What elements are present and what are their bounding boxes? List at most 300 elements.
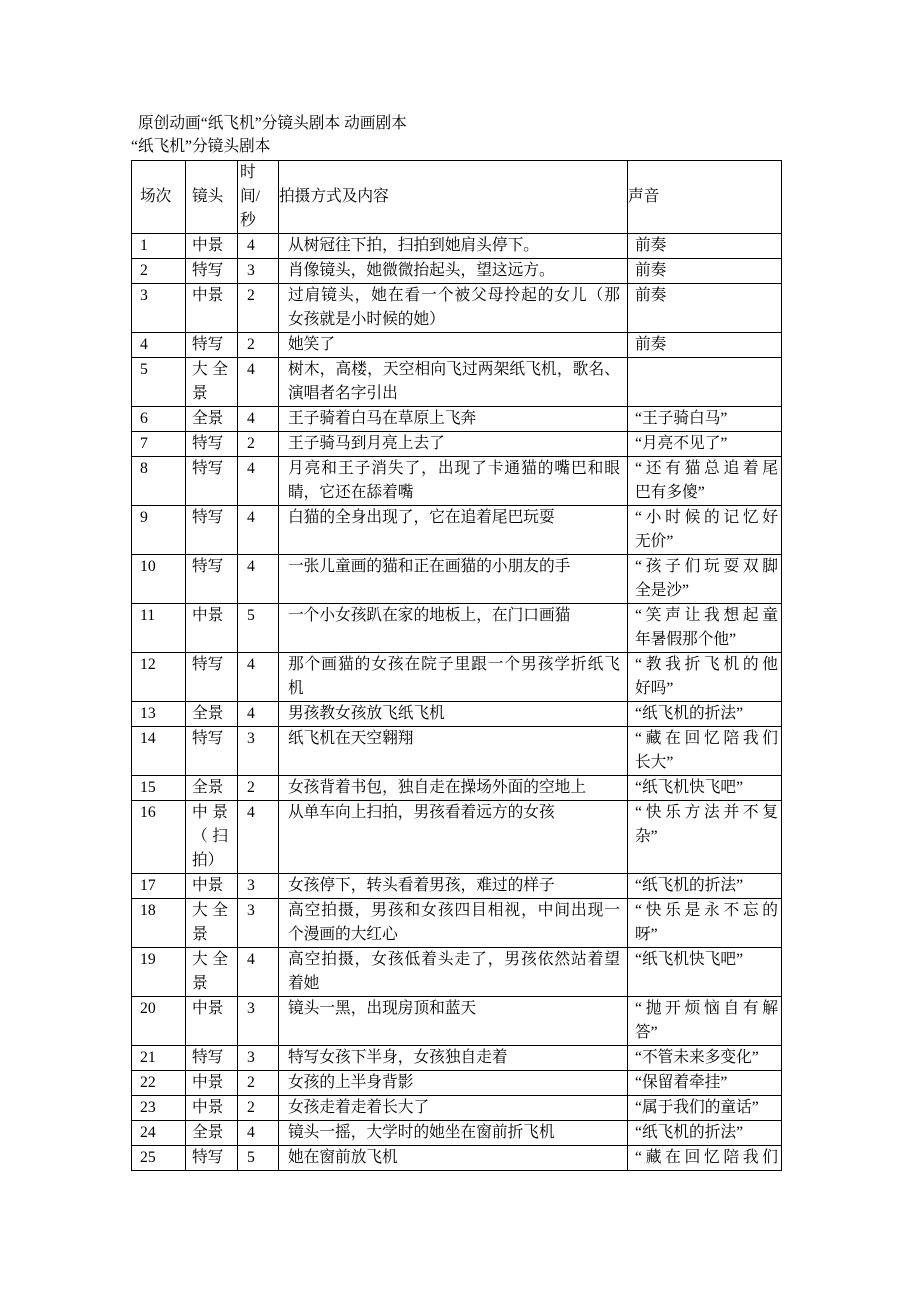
cell-line: 20 [140, 1000, 156, 1017]
cell-duration [238, 284, 279, 333]
cell-duration [238, 358, 279, 407]
cell-line: 4 [247, 804, 255, 821]
cell-line: 全景 [192, 779, 224, 796]
cell-line: 长大” [635, 754, 674, 771]
cell-shot [186, 457, 238, 506]
header-line: 镜头 [192, 188, 224, 205]
cell-line: 14 [140, 730, 156, 747]
cell-line: 中景 [192, 237, 224, 254]
cell-line: 女孩就是小时候的她） [288, 311, 445, 328]
cell-duration [238, 604, 279, 653]
cell-line: 2 [247, 779, 255, 796]
cell-line: “教我折飞机的他 [635, 656, 778, 673]
cell-line: 树木，高楼，天空相向飞过两架纸飞机，歌名、 [288, 361, 620, 378]
cell-scene [132, 948, 186, 997]
cell-line: 白猫的全身出现了，它在追着尾巴玩耍 [288, 509, 555, 526]
cell-sound [628, 234, 782, 259]
header-line: 时 [240, 164, 256, 181]
cell-duration [238, 457, 279, 506]
cell-duration [238, 1046, 279, 1071]
cell-line: 镜头一摇，大学时的她坐在窗前折飞机 [288, 1124, 555, 1141]
cell-line: “王子骑白马” [635, 410, 728, 427]
cell-line: “属于我们的童话” [635, 1099, 759, 1116]
cell-line: 演唱者名字引出 [288, 385, 398, 402]
cell-line: 4 [247, 656, 255, 673]
cell-line: 王子骑着白马在草原上飞奔 [288, 410, 477, 427]
cell-line: “纸飞机的折法” [635, 705, 744, 722]
cell-duration [238, 1071, 279, 1096]
cell-duration [238, 1121, 279, 1146]
cell-line: 中景 [192, 1099, 224, 1116]
header-line: 拍摄方式及内容 [279, 188, 389, 205]
cell-line: 11 [140, 607, 156, 624]
cell-sound [628, 333, 782, 358]
cell-line: “纸飞机的折法” [635, 1124, 744, 1141]
cell-shot [186, 506, 238, 555]
table-row [132, 234, 782, 259]
cell-sound [628, 432, 782, 457]
cell-scene [132, 407, 186, 432]
cell-line: 一张儿童画的猫和正在画猫的小朋友的手 [288, 558, 571, 575]
cell-content [279, 407, 628, 432]
cell-duration [238, 1096, 279, 1121]
cell-line: 睛，它还在舔着嘴 [288, 484, 414, 501]
cell-line: 9 [140, 509, 148, 526]
cell-line: 22 [140, 1074, 156, 1091]
cell-line: 从树冠往下拍，扫拍到她肩头停下。 [288, 237, 539, 254]
cell-line: 特写 [192, 656, 224, 673]
cell-sound [628, 284, 782, 333]
cell-shot [186, 997, 238, 1046]
cell-sound [628, 727, 782, 776]
cell-line: 4 [247, 361, 255, 378]
table-row [132, 727, 782, 776]
cell-line: 3 [140, 287, 148, 304]
cell-line: 18 [140, 902, 156, 919]
cell-scene [132, 234, 186, 259]
cell-content [279, 333, 628, 358]
cell-line: 大全 [192, 902, 228, 919]
cell-line: 5 [140, 361, 148, 378]
cell-line: 呀” [635, 926, 658, 943]
cell-duration [238, 506, 279, 555]
cell-line: 4 [247, 237, 255, 254]
cell-shot [186, 407, 238, 432]
cell-content [279, 358, 628, 407]
cell-shot [186, 1146, 238, 1171]
cell-content [279, 234, 628, 259]
cell-line: 2 [140, 262, 148, 279]
cell-line: 3 [247, 902, 255, 919]
cell-scene [132, 259, 186, 284]
cell-line: “孩子们玩耍双脚 [635, 558, 778, 575]
cell-line: “还有猫总追着尾 [635, 460, 778, 477]
table-row [132, 432, 782, 457]
cell-content [279, 604, 628, 653]
cell-duration [238, 653, 279, 702]
cell-line: 过肩镜头，她在看一个被父母拎起的女儿（那 [288, 287, 620, 304]
cell-scene [132, 1121, 186, 1146]
table-row [132, 776, 782, 801]
cell-line: 高空拍摄，女孩低着头走了，男孩依然站着望 [288, 951, 620, 968]
table-row [132, 407, 782, 432]
cell-shot [186, 555, 238, 604]
table-row [132, 284, 782, 333]
cell-duration [238, 776, 279, 801]
cell-duration [238, 801, 279, 874]
cell-scene [132, 997, 186, 1046]
cell-line: 从单车向上扫拍，男孩看着远方的女孩 [288, 804, 555, 821]
cell-shot [186, 1046, 238, 1071]
cell-line: 全景 [192, 1124, 224, 1141]
cell-line: 前奏 [635, 336, 667, 353]
cell-scene [132, 1146, 186, 1171]
cell-line: 4 [247, 558, 255, 575]
cell-shot [186, 333, 238, 358]
cell-line: 17 [140, 877, 156, 894]
cell-sound [628, 702, 782, 727]
cell-line: 16 [140, 804, 156, 821]
cell-duration [238, 333, 279, 358]
cell-scene [132, 1096, 186, 1121]
cell-line: 全是沙” [635, 582, 690, 599]
cell-line: 杂” [635, 828, 658, 845]
cell-line: 特写 [192, 336, 224, 353]
cell-scene [132, 555, 186, 604]
cell-line: 3 [247, 1000, 255, 1017]
doc-subtitle: “纸飞机”分镜头剧本 [131, 138, 271, 155]
cell-scene [132, 358, 186, 407]
cell-content [279, 1096, 628, 1121]
cell-content [279, 653, 628, 702]
cell-sound [628, 506, 782, 555]
cell-sound [628, 555, 782, 604]
cell-scene [132, 776, 186, 801]
cell-scene [132, 457, 186, 506]
table-header-row [132, 161, 782, 234]
cell-line: “纸飞机快飞吧” [635, 951, 744, 968]
table-row [132, 457, 782, 506]
cell-scene [132, 874, 186, 899]
cell-line: 3 [247, 730, 255, 747]
cell-shot [186, 604, 238, 653]
table-row [132, 1096, 782, 1121]
cell-scene [132, 727, 186, 776]
cell-shot [186, 358, 238, 407]
cell-sound [628, 1071, 782, 1096]
cell-line: 4 [140, 336, 148, 353]
cell-line: 23 [140, 1099, 156, 1116]
header-line: 秒 [240, 212, 256, 229]
cell-shot [186, 653, 238, 702]
cell-scene [132, 653, 186, 702]
cell-line: 7 [140, 435, 148, 452]
cell-sound [628, 653, 782, 702]
header-line: 场次 [140, 188, 172, 205]
header-content [279, 161, 628, 234]
cell-line: “藏在回忆陪我们 [635, 1149, 778, 1166]
cell-line: 21 [140, 1049, 156, 1066]
cell-line: 中景 [192, 1074, 224, 1091]
cell-line: 1 [140, 237, 148, 254]
cell-line: 无价” [635, 533, 674, 550]
table-row [132, 506, 782, 555]
cell-shot [186, 948, 238, 997]
cell-line: “笑声让我想起童 [635, 607, 778, 624]
cell-sound [628, 407, 782, 432]
cell-shot [186, 874, 238, 899]
cell-line: 年暑假那个他” [635, 631, 737, 648]
cell-line: 10 [140, 558, 156, 575]
cell-content [279, 997, 628, 1046]
header-scene [132, 161, 186, 234]
cell-content [279, 506, 628, 555]
table-row [132, 555, 782, 604]
cell-line: 13 [140, 705, 156, 722]
cell-content [279, 1121, 628, 1146]
cell-duration [238, 874, 279, 899]
cell-line: 着她 [288, 975, 320, 992]
header-shot [186, 161, 238, 234]
cell-line: 中景 [192, 804, 228, 821]
table-row [132, 899, 782, 948]
cell-line: 前奏 [635, 237, 667, 254]
cell-content [279, 899, 628, 948]
cell-duration [238, 407, 279, 432]
cell-content [279, 555, 628, 604]
cell-content [279, 1146, 628, 1171]
table-row [132, 801, 782, 874]
cell-line: 机 [288, 680, 304, 697]
cell-content [279, 457, 628, 506]
cell-line: “月亮不见了” [635, 435, 728, 452]
cell-line: 特写 [192, 435, 224, 452]
cell-line: “保留着牵挂” [635, 1074, 728, 1091]
cell-shot [186, 1121, 238, 1146]
cell-line: 拍） [192, 852, 224, 869]
cell-line: “快乐方法并不复 [635, 804, 778, 821]
cell-line: 中景 [192, 287, 224, 304]
cell-line: 女孩走着走着长大了 [288, 1099, 430, 1116]
cell-line: 特写 [192, 460, 224, 477]
cell-line: “纸飞机的折法” [635, 877, 744, 894]
cell-line: 那个画猫的女孩在院子里跟一个男孩学折纸飞 [288, 656, 620, 673]
table-row [132, 702, 782, 727]
cell-line: 她笑了 [288, 336, 336, 353]
cell-line: 镜头一黑，出现房顶和蓝天 [288, 1000, 477, 1017]
cell-content [279, 432, 628, 457]
cell-line: 女孩的上半身背影 [288, 1074, 414, 1091]
table-body [132, 234, 782, 1171]
cell-line: 特写 [192, 1149, 224, 1166]
cell-content [279, 776, 628, 801]
cell-sound [628, 1096, 782, 1121]
cell-line: 中景 [192, 877, 224, 894]
cell-line: 4 [247, 410, 255, 427]
cell-line: 3 [247, 1049, 255, 1066]
cell-scene [132, 432, 186, 457]
cell-line: 4 [247, 509, 255, 526]
cell-line: 3 [247, 262, 255, 279]
cell-line: 特写 [192, 509, 224, 526]
cell-line: “抛开烦恼自有解 [635, 1000, 778, 1017]
storyboard-table [131, 160, 782, 1171]
cell-line: “纸飞机快飞吧” [635, 779, 744, 796]
cell-line: 全景 [192, 410, 224, 427]
cell-shot [186, 801, 238, 874]
cell-line: 12 [140, 656, 156, 673]
cell-line: 特写 [192, 1049, 224, 1066]
cell-line: 2 [247, 336, 255, 353]
cell-line: “藏在回忆陪我们 [635, 730, 778, 747]
cell-shot [186, 1071, 238, 1096]
cell-shot [186, 727, 238, 776]
cell-line: “不管未来多变化” [635, 1049, 759, 1066]
table-row [132, 604, 782, 653]
table-row [132, 333, 782, 358]
cell-scene [132, 1046, 186, 1071]
header-line: 间/ [240, 188, 261, 205]
cell-line: 中景 [192, 1000, 224, 1017]
cell-line: 大全 [192, 361, 228, 378]
cell-duration [238, 899, 279, 948]
cell-line: 答” [635, 1024, 658, 1041]
cell-duration [238, 432, 279, 457]
cell-content [279, 948, 628, 997]
table-row [132, 948, 782, 997]
cell-line: 25 [140, 1149, 156, 1166]
table-row [132, 259, 782, 284]
cell-scene [132, 333, 186, 358]
cell-line: 特写 [192, 730, 224, 747]
cell-line: 4 [247, 1124, 255, 1141]
cell-scene [132, 801, 186, 874]
header-line: 声音 [628, 188, 660, 205]
cell-line: 个漫画的大红心 [288, 926, 398, 943]
cell-line: （扫 [192, 828, 228, 845]
cell-line: 男孩教女孩放飞纸飞机 [288, 705, 445, 722]
cell-duration [238, 948, 279, 997]
cell-line: 月亮和王子消失了，出现了卡通猫的嘴巴和眼 [288, 460, 620, 477]
cell-line: 5 [247, 607, 255, 624]
cell-line: 2 [247, 1074, 255, 1091]
cell-line: 大全 [192, 951, 228, 968]
cell-line: 4 [247, 705, 255, 722]
cell-scene [132, 899, 186, 948]
cell-sound [628, 1121, 782, 1146]
cell-sound [628, 899, 782, 948]
cell-content [279, 727, 628, 776]
cell-line: 中景 [192, 607, 224, 624]
cell-line: 19 [140, 951, 156, 968]
cell-line: 5 [247, 1149, 255, 1166]
table-row [132, 358, 782, 407]
cell-line: 高空拍摄，男孩和女孩四目相视，中间出现一 [288, 902, 620, 919]
table-row [132, 1046, 782, 1071]
cell-scene [132, 284, 186, 333]
cell-line: 王子骑马到月亮上去了 [288, 435, 445, 452]
cell-scene [132, 702, 186, 727]
cell-duration [238, 555, 279, 604]
cell-line: 一个小女孩趴在家的地板上，在门口画猫 [288, 607, 571, 624]
cell-sound [628, 874, 782, 899]
cell-duration [238, 702, 279, 727]
cell-line: 2 [247, 435, 255, 452]
cell-line: 3 [247, 877, 255, 894]
cell-line: 纸飞机在天空翱翔 [288, 730, 414, 747]
cell-shot [186, 702, 238, 727]
cell-line: 肖像镜头，她微微抬起头，望这远方。 [288, 262, 555, 279]
cell-duration [238, 727, 279, 776]
table-row [132, 1071, 782, 1096]
cell-sound [628, 1146, 782, 1171]
cell-content [279, 1046, 628, 1071]
cell-line: 前奏 [635, 262, 667, 279]
cell-content [279, 1071, 628, 1096]
cell-shot [186, 234, 238, 259]
cell-duration [238, 234, 279, 259]
cell-line: 好吗” [635, 680, 674, 697]
cell-line: 特写 [192, 262, 224, 279]
cell-sound [628, 948, 782, 997]
cell-sound [628, 776, 782, 801]
cell-sound [628, 1046, 782, 1071]
table-row [132, 874, 782, 899]
cell-duration [238, 997, 279, 1046]
table-row [132, 1121, 782, 1146]
cell-scene [132, 1071, 186, 1096]
cell-shot [186, 776, 238, 801]
cell-line: 她在窗前放飞机 [288, 1149, 398, 1166]
table-row [132, 653, 782, 702]
cell-content [279, 874, 628, 899]
cell-line: 前奏 [635, 287, 667, 304]
cell-content [279, 702, 628, 727]
cell-scene [132, 604, 186, 653]
cell-line: 景 [192, 975, 208, 992]
cell-content [279, 259, 628, 284]
cell-line: 特写女孩下半身，女孩独自走着 [288, 1049, 508, 1066]
cell-line: 6 [140, 410, 148, 427]
cell-line: 2 [247, 1099, 255, 1116]
cell-scene [132, 506, 186, 555]
cell-line: 4 [247, 460, 255, 477]
cell-sound [628, 604, 782, 653]
cell-line: 2 [247, 287, 255, 304]
cell-line: 女孩停下，转头看着男孩，难过的样子 [288, 877, 555, 894]
cell-line: 24 [140, 1124, 156, 1141]
cell-line: 景 [192, 385, 208, 402]
header-duration [238, 161, 279, 234]
table-row [132, 997, 782, 1046]
doc-title: 原创动画“纸飞机”分镜头剧本 动画剧本 [138, 115, 407, 132]
cell-sound [628, 997, 782, 1046]
cell-duration [238, 259, 279, 284]
cell-content [279, 801, 628, 874]
cell-shot [186, 259, 238, 284]
cell-shot [186, 432, 238, 457]
cell-line: 15 [140, 779, 156, 796]
cell-line: “小时候的记忆好 [635, 509, 778, 526]
cell-duration [238, 1146, 279, 1171]
cell-line: 景 [192, 926, 208, 943]
cell-line: 8 [140, 460, 148, 477]
cell-sound [628, 801, 782, 874]
cell-line: 巴有多傻” [635, 484, 705, 501]
cell-line: 女孩背着书包，独自走在操场外面的空地上 [288, 779, 587, 796]
cell-line: 特写 [192, 558, 224, 575]
cell-content [279, 284, 628, 333]
